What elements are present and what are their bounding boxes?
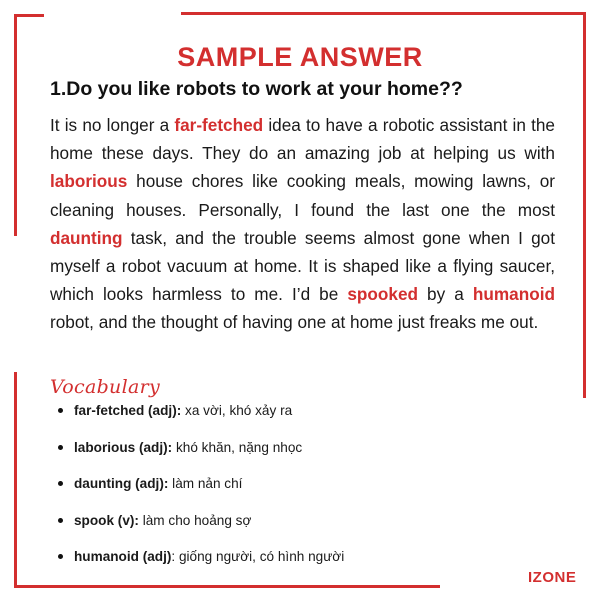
paragraph-segment: It is no longer a <box>50 115 175 135</box>
bullet-icon <box>58 445 63 450</box>
vocabulary-term: laborious (adj): <box>74 439 173 455</box>
paragraph-segment: task, and the trouble seems almost gone when I got myself a robot vacuum at home. It is shaped like a flying saucer, which looks harmless to me. I’d be <box>50 227 555 305</box>
frame-line-top-right <box>181 12 586 15</box>
bullet-icon <box>58 408 63 413</box>
frame-line-bottom <box>14 585 440 588</box>
page-title: SAMPLE ANSWER <box>177 42 423 72</box>
vocabulary-heading: Vocabulary <box>50 376 161 398</box>
vocabulary-item <box>58 511 344 548</box>
paragraph-segment: house chores like cooking meals, mowing lawns, or cleaning houses. Personally, I found the last one the most <box>50 171 555 220</box>
highlight-humanoid: humanoid <box>472 284 555 305</box>
bullet-icon <box>58 481 63 486</box>
highlight-laborious: laborious <box>50 171 128 192</box>
vocabulary-item <box>58 438 344 475</box>
vocabulary-term: daunting (adj): <box>74 476 169 491</box>
vocabulary-item <box>58 474 344 511</box>
frame-line-top-left <box>14 14 44 17</box>
vocabulary-list <box>58 401 344 584</box>
highlight-far-fetched: far-fetched <box>174 115 264 135</box>
vocabulary-term: far-fetched (adj): <box>74 403 182 418</box>
paragraph-segment: idea to have a robotic assistant in the home these days. They do an amazing job at helping us with <box>50 115 555 164</box>
vocabulary-meaning: khó khăn, nặng nhọc <box>172 439 303 455</box>
vocabulary-term: humanoid (adj) <box>74 549 172 564</box>
vocabulary-meaning: làm nản chí <box>168 476 243 491</box>
highlight-spooked: spooked <box>347 284 419 305</box>
frame-line-left-lower <box>14 372 17 588</box>
vocabulary-term: spook (v): <box>74 512 139 528</box>
answer-paragraph <box>50 111 555 337</box>
bullet-icon <box>58 518 63 523</box>
paragraph-segment: by a <box>418 284 473 305</box>
bullet-icon <box>58 554 63 559</box>
vocabulary-meaning: : giống người, có hình người <box>171 549 345 564</box>
vocabulary-item <box>58 547 344 584</box>
vocabulary-meaning: xa vời, khó xảy ra <box>181 403 293 418</box>
vocabulary-item <box>58 401 344 438</box>
highlight-daunting: daunting <box>50 227 123 248</box>
brand-logo: IZONE <box>528 569 577 586</box>
question-heading: 1.Do you like robots to work at your home?? <box>50 78 463 100</box>
paragraph-segment: robot, and the thought of having one at home just freaks me out. <box>50 312 539 333</box>
vocabulary-meaning: làm cho hoảng sợ <box>138 512 252 528</box>
